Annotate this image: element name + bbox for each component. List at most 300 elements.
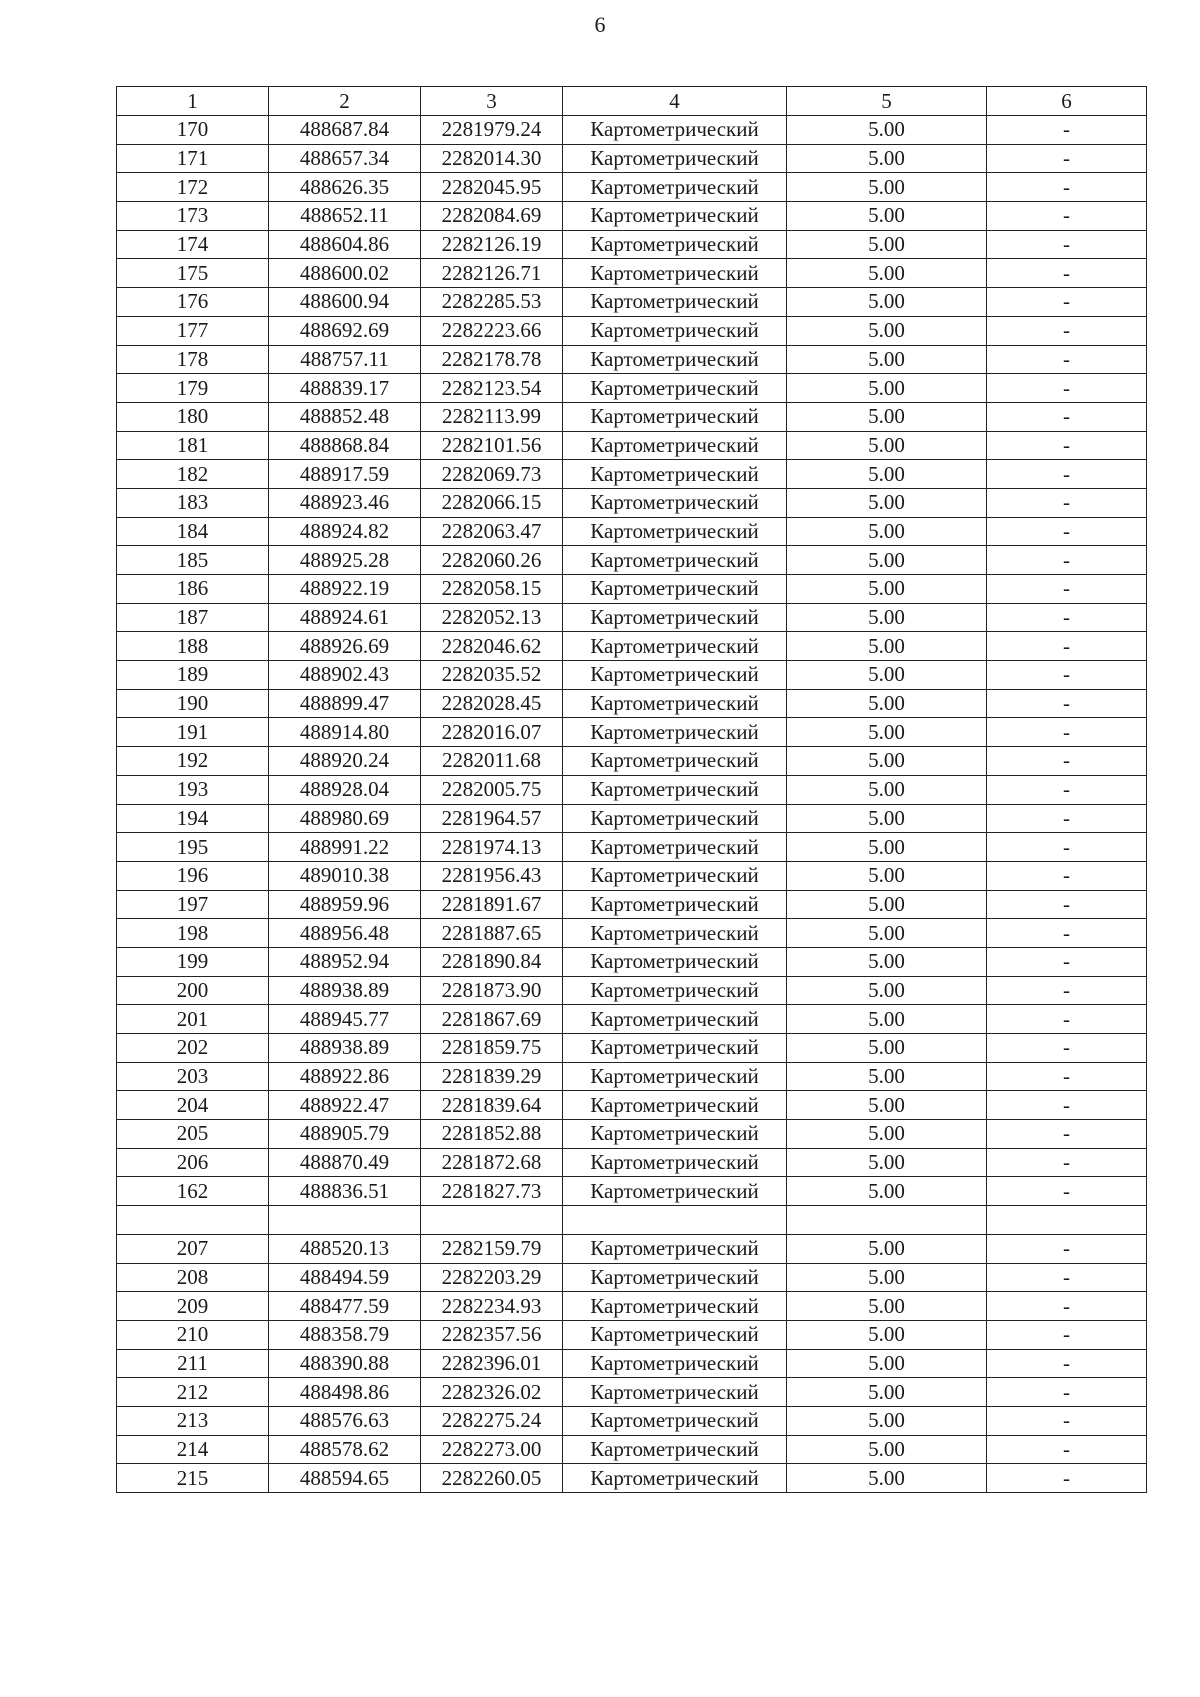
description-cell: - bbox=[987, 661, 1147, 690]
table-row bbox=[117, 689, 1147, 718]
description-cell: - bbox=[987, 919, 1147, 948]
method-cell: Картометрический bbox=[563, 575, 787, 604]
table-row bbox=[117, 718, 1147, 747]
x-coordinate-cell: 488652.11 bbox=[269, 202, 421, 231]
method-cell: Картометрический bbox=[563, 833, 787, 862]
method-cell: Картометрический bbox=[563, 1120, 787, 1149]
table-body bbox=[117, 116, 1147, 1493]
method-cell: Картометрический bbox=[563, 747, 787, 776]
accuracy-cell: 5.00 bbox=[787, 144, 987, 173]
table-row bbox=[117, 919, 1147, 948]
x-coordinate-cell: 488922.19 bbox=[269, 575, 421, 604]
x-coordinate-cell: 488498.86 bbox=[269, 1378, 421, 1407]
y-coordinate-cell: 2282069.73 bbox=[421, 460, 563, 489]
description-cell: - bbox=[987, 804, 1147, 833]
y-coordinate-cell: 2282126.19 bbox=[421, 230, 563, 259]
y-coordinate-cell: 2281891.67 bbox=[421, 890, 563, 919]
accuracy-cell: 5.00 bbox=[787, 288, 987, 317]
x-coordinate-cell: 488959.96 bbox=[269, 890, 421, 919]
point-number-cell: 183 bbox=[117, 488, 269, 517]
table-row bbox=[117, 947, 1147, 976]
accuracy-cell: 5.00 bbox=[787, 575, 987, 604]
table-row bbox=[117, 402, 1147, 431]
table-row bbox=[117, 517, 1147, 546]
description-cell: - bbox=[987, 259, 1147, 288]
table-row bbox=[117, 1263, 1147, 1292]
description-cell: - bbox=[987, 1034, 1147, 1063]
x-coordinate-cell: 488757.11 bbox=[269, 345, 421, 374]
point-number-cell: 184 bbox=[117, 517, 269, 546]
method-cell: Картометрический bbox=[563, 1091, 787, 1120]
accuracy-cell: 5.00 bbox=[787, 1320, 987, 1349]
method-cell: Картометрический bbox=[563, 976, 787, 1005]
x-coordinate-cell: 488657.34 bbox=[269, 144, 421, 173]
table-row bbox=[117, 1034, 1147, 1063]
point-number-cell: 212 bbox=[117, 1378, 269, 1407]
accuracy-cell: 5.00 bbox=[787, 976, 987, 1005]
method-cell: Картометрический bbox=[563, 919, 787, 948]
method-cell: Картометрический bbox=[563, 804, 787, 833]
table-header bbox=[117, 87, 1147, 116]
point-number-cell: 191 bbox=[117, 718, 269, 747]
table-row bbox=[117, 546, 1147, 575]
point-number-cell: 189 bbox=[117, 661, 269, 690]
point-number-cell: 185 bbox=[117, 546, 269, 575]
point-number-cell: 207 bbox=[117, 1234, 269, 1263]
y-coordinate-cell: 2282058.15 bbox=[421, 575, 563, 604]
method-cell: Картометрический bbox=[563, 718, 787, 747]
x-coordinate-cell: 488914.80 bbox=[269, 718, 421, 747]
y-coordinate-cell: 2281964.57 bbox=[421, 804, 563, 833]
method-cell: Картометрический bbox=[563, 288, 787, 317]
method-cell: Картометрический bbox=[563, 890, 787, 919]
y-coordinate-cell: 2282203.29 bbox=[421, 1263, 563, 1292]
description-cell: - bbox=[987, 632, 1147, 661]
x-coordinate-cell: 488922.86 bbox=[269, 1062, 421, 1091]
accuracy-cell bbox=[787, 1206, 987, 1235]
method-cell: Картометрический bbox=[563, 632, 787, 661]
column-header-5: 5 bbox=[787, 87, 987, 116]
point-number-cell: 211 bbox=[117, 1349, 269, 1378]
accuracy-cell: 5.00 bbox=[787, 890, 987, 919]
column-header-3: 3 bbox=[421, 87, 563, 116]
accuracy-cell: 5.00 bbox=[787, 1234, 987, 1263]
x-coordinate-cell: 489010.38 bbox=[269, 861, 421, 890]
description-cell: - bbox=[987, 173, 1147, 202]
y-coordinate-cell: 2282123.54 bbox=[421, 374, 563, 403]
accuracy-cell: 5.00 bbox=[787, 718, 987, 747]
description-cell bbox=[987, 1206, 1147, 1235]
description-cell: - bbox=[987, 374, 1147, 403]
method-cell: Картометрический bbox=[563, 259, 787, 288]
point-number-cell: 178 bbox=[117, 345, 269, 374]
description-cell: - bbox=[987, 230, 1147, 259]
table-row bbox=[117, 1005, 1147, 1034]
y-coordinate-cell: 2282045.95 bbox=[421, 173, 563, 202]
table-row bbox=[117, 1349, 1147, 1378]
accuracy-cell: 5.00 bbox=[787, 747, 987, 776]
method-cell: Картометрический bbox=[563, 1177, 787, 1206]
method-cell: Картометрический bbox=[563, 1263, 787, 1292]
description-cell: - bbox=[987, 1005, 1147, 1034]
table-row bbox=[117, 804, 1147, 833]
description-cell: - bbox=[987, 1148, 1147, 1177]
point-number-cell: 196 bbox=[117, 861, 269, 890]
y-coordinate-cell: 2282326.02 bbox=[421, 1378, 563, 1407]
description-cell: - bbox=[987, 1234, 1147, 1263]
point-number-cell: 176 bbox=[117, 288, 269, 317]
y-coordinate-cell: 2281872.68 bbox=[421, 1148, 563, 1177]
y-coordinate-cell: 2282101.56 bbox=[421, 431, 563, 460]
accuracy-cell: 5.00 bbox=[787, 1292, 987, 1321]
description-cell: - bbox=[987, 116, 1147, 145]
table-row bbox=[117, 460, 1147, 489]
y-coordinate-cell: 2281873.90 bbox=[421, 976, 563, 1005]
table-row bbox=[117, 747, 1147, 776]
point-number-cell: 177 bbox=[117, 316, 269, 345]
description-cell: - bbox=[987, 144, 1147, 173]
x-coordinate-cell: 488945.77 bbox=[269, 1005, 421, 1034]
method-cell: Картометрический bbox=[563, 460, 787, 489]
accuracy-cell: 5.00 bbox=[787, 603, 987, 632]
point-number-cell: 194 bbox=[117, 804, 269, 833]
x-coordinate-cell: 488926.69 bbox=[269, 632, 421, 661]
method-cell: Картометрический bbox=[563, 1349, 787, 1378]
accuracy-cell: 5.00 bbox=[787, 1378, 987, 1407]
method-cell: Картометрический bbox=[563, 144, 787, 173]
point-number-cell: 215 bbox=[117, 1464, 269, 1493]
x-coordinate-cell: 488594.65 bbox=[269, 1464, 421, 1493]
method-cell: Картометрический bbox=[563, 1062, 787, 1091]
table-row bbox=[117, 1234, 1147, 1263]
coordinates-table bbox=[116, 86, 1147, 1493]
accuracy-cell: 5.00 bbox=[787, 804, 987, 833]
table-row bbox=[117, 202, 1147, 231]
description-cell: - bbox=[987, 1292, 1147, 1321]
point-number-cell: 203 bbox=[117, 1062, 269, 1091]
x-coordinate-cell: 488390.88 bbox=[269, 1349, 421, 1378]
description-cell: - bbox=[987, 1406, 1147, 1435]
table-row bbox=[117, 1206, 1147, 1235]
x-coordinate-cell: 488358.79 bbox=[269, 1320, 421, 1349]
accuracy-cell: 5.00 bbox=[787, 1464, 987, 1493]
x-coordinate-cell: 488899.47 bbox=[269, 689, 421, 718]
point-number-cell: 213 bbox=[117, 1406, 269, 1435]
x-coordinate-cell: 488938.89 bbox=[269, 1034, 421, 1063]
y-coordinate-cell: 2281867.69 bbox=[421, 1005, 563, 1034]
description-cell: - bbox=[987, 976, 1147, 1005]
y-coordinate-cell: 2282063.47 bbox=[421, 517, 563, 546]
accuracy-cell: 5.00 bbox=[787, 632, 987, 661]
x-coordinate-cell: 488980.69 bbox=[269, 804, 421, 833]
accuracy-cell: 5.00 bbox=[787, 1435, 987, 1464]
table-row bbox=[117, 1120, 1147, 1149]
accuracy-cell: 5.00 bbox=[787, 202, 987, 231]
method-cell: Картометрический bbox=[563, 1292, 787, 1321]
x-coordinate-cell: 488839.17 bbox=[269, 374, 421, 403]
point-number-cell: 209 bbox=[117, 1292, 269, 1321]
accuracy-cell: 5.00 bbox=[787, 402, 987, 431]
point-number-cell: 190 bbox=[117, 689, 269, 718]
accuracy-cell: 5.00 bbox=[787, 1263, 987, 1292]
accuracy-cell: 5.00 bbox=[787, 689, 987, 718]
y-coordinate-cell: 2281890.84 bbox=[421, 947, 563, 976]
method-cell: Картометрический bbox=[563, 1234, 787, 1263]
column-header-2: 2 bbox=[269, 87, 421, 116]
description-cell: - bbox=[987, 718, 1147, 747]
point-number-cell: 182 bbox=[117, 460, 269, 489]
accuracy-cell: 5.00 bbox=[787, 173, 987, 202]
accuracy-cell: 5.00 bbox=[787, 259, 987, 288]
column-header-4: 4 bbox=[563, 87, 787, 116]
description-cell: - bbox=[987, 202, 1147, 231]
table-row bbox=[117, 890, 1147, 919]
method-cell: Картометрический bbox=[563, 517, 787, 546]
x-coordinate-cell: 488687.84 bbox=[269, 116, 421, 145]
point-number-cell: 172 bbox=[117, 173, 269, 202]
point-number-cell: 197 bbox=[117, 890, 269, 919]
method-cell: Картометрический bbox=[563, 230, 787, 259]
table-row bbox=[117, 1435, 1147, 1464]
y-coordinate-cell: 2281852.88 bbox=[421, 1120, 563, 1149]
method-cell: Картометрический bbox=[563, 861, 787, 890]
method-cell: Картометрический bbox=[563, 116, 787, 145]
table-row bbox=[117, 603, 1147, 632]
table-row bbox=[117, 1062, 1147, 1091]
point-number-cell: 200 bbox=[117, 976, 269, 1005]
point-number-cell: 162 bbox=[117, 1177, 269, 1206]
table-row bbox=[117, 1148, 1147, 1177]
table-row bbox=[117, 345, 1147, 374]
method-cell: Картометрический bbox=[563, 947, 787, 976]
accuracy-cell: 5.00 bbox=[787, 1349, 987, 1378]
x-coordinate-cell: 488923.46 bbox=[269, 488, 421, 517]
y-coordinate-cell: 2282223.66 bbox=[421, 316, 563, 345]
y-coordinate-cell: 2282016.07 bbox=[421, 718, 563, 747]
accuracy-cell: 5.00 bbox=[787, 1091, 987, 1120]
point-number-cell: 188 bbox=[117, 632, 269, 661]
method-cell: Картометрический bbox=[563, 1435, 787, 1464]
point-number-cell: 181 bbox=[117, 431, 269, 460]
x-coordinate-cell: 488604.86 bbox=[269, 230, 421, 259]
method-cell: Картометрический bbox=[563, 202, 787, 231]
accuracy-cell: 5.00 bbox=[787, 861, 987, 890]
description-cell: - bbox=[987, 747, 1147, 776]
y-coordinate-cell: 2282260.05 bbox=[421, 1464, 563, 1493]
point-number-cell: 214 bbox=[117, 1435, 269, 1464]
accuracy-cell: 5.00 bbox=[787, 546, 987, 575]
description-cell: - bbox=[987, 1378, 1147, 1407]
point-number-cell: 195 bbox=[117, 833, 269, 862]
method-cell: Картометрический bbox=[563, 488, 787, 517]
accuracy-cell: 5.00 bbox=[787, 488, 987, 517]
column-header-1: 1 bbox=[117, 87, 269, 116]
method-cell: Картометрический bbox=[563, 546, 787, 575]
y-coordinate-cell: 2282357.56 bbox=[421, 1320, 563, 1349]
x-coordinate-cell: 488924.61 bbox=[269, 603, 421, 632]
accuracy-cell: 5.00 bbox=[787, 116, 987, 145]
x-coordinate-cell: 488836.51 bbox=[269, 1177, 421, 1206]
x-coordinate-cell: 488477.59 bbox=[269, 1292, 421, 1321]
y-coordinate-cell: 2282035.52 bbox=[421, 661, 563, 690]
accuracy-cell: 5.00 bbox=[787, 374, 987, 403]
description-cell: - bbox=[987, 431, 1147, 460]
y-coordinate-cell: 2281839.64 bbox=[421, 1091, 563, 1120]
y-coordinate-cell: 2282011.68 bbox=[421, 747, 563, 776]
x-coordinate-cell: 488600.02 bbox=[269, 259, 421, 288]
method-cell: Картометрический bbox=[563, 689, 787, 718]
description-cell: - bbox=[987, 1091, 1147, 1120]
description-cell: - bbox=[987, 1263, 1147, 1292]
description-cell: - bbox=[987, 575, 1147, 604]
y-coordinate-cell: 2282234.93 bbox=[421, 1292, 563, 1321]
point-number-cell: 179 bbox=[117, 374, 269, 403]
x-coordinate-cell: 488922.47 bbox=[269, 1091, 421, 1120]
table-row bbox=[117, 632, 1147, 661]
method-cell: Картометрический bbox=[563, 431, 787, 460]
description-cell: - bbox=[987, 1120, 1147, 1149]
x-coordinate-cell: 488576.63 bbox=[269, 1406, 421, 1435]
table-row bbox=[117, 1406, 1147, 1435]
x-coordinate-cell: 488925.28 bbox=[269, 546, 421, 575]
point-number-cell: 170 bbox=[117, 116, 269, 145]
y-coordinate-cell: 2282396.01 bbox=[421, 1349, 563, 1378]
method-cell: Картометрический bbox=[563, 661, 787, 690]
y-coordinate-cell: 2281974.13 bbox=[421, 833, 563, 862]
x-coordinate-cell: 488938.89 bbox=[269, 976, 421, 1005]
point-number-cell: 187 bbox=[117, 603, 269, 632]
y-coordinate-cell: 2281979.24 bbox=[421, 116, 563, 145]
table-row bbox=[117, 861, 1147, 890]
header-row bbox=[117, 87, 1147, 116]
description-cell: - bbox=[987, 345, 1147, 374]
accuracy-cell: 5.00 bbox=[787, 1406, 987, 1435]
method-cell: Картометрический bbox=[563, 173, 787, 202]
y-coordinate-cell: 2282126.71 bbox=[421, 259, 563, 288]
point-number-cell: 208 bbox=[117, 1263, 269, 1292]
y-coordinate-cell: 2282275.24 bbox=[421, 1406, 563, 1435]
y-coordinate-cell: 2281839.29 bbox=[421, 1062, 563, 1091]
table-row bbox=[117, 1091, 1147, 1120]
x-coordinate-cell: 488868.84 bbox=[269, 431, 421, 460]
point-number-cell: 193 bbox=[117, 775, 269, 804]
table-row bbox=[117, 116, 1147, 145]
accuracy-cell: 5.00 bbox=[787, 1062, 987, 1091]
accuracy-cell: 5.00 bbox=[787, 316, 987, 345]
point-number-cell: 206 bbox=[117, 1148, 269, 1177]
method-cell: Картометрический bbox=[563, 603, 787, 632]
x-coordinate-cell: 488852.48 bbox=[269, 402, 421, 431]
x-coordinate-cell: 488870.49 bbox=[269, 1148, 421, 1177]
description-cell: - bbox=[987, 1464, 1147, 1493]
y-coordinate-cell: 2281859.75 bbox=[421, 1034, 563, 1063]
accuracy-cell: 5.00 bbox=[787, 661, 987, 690]
table-row bbox=[117, 775, 1147, 804]
description-cell: - bbox=[987, 546, 1147, 575]
table-row bbox=[117, 288, 1147, 317]
description-cell: - bbox=[987, 861, 1147, 890]
x-coordinate-cell: 488924.82 bbox=[269, 517, 421, 546]
table-row bbox=[117, 431, 1147, 460]
x-coordinate-cell: 488520.13 bbox=[269, 1234, 421, 1263]
method-cell: Картометрический bbox=[563, 1005, 787, 1034]
table-row bbox=[117, 259, 1147, 288]
table-row bbox=[117, 661, 1147, 690]
description-cell: - bbox=[987, 947, 1147, 976]
point-number-cell: 201 bbox=[117, 1005, 269, 1034]
point-number-cell: 204 bbox=[117, 1091, 269, 1120]
description-cell: - bbox=[987, 775, 1147, 804]
accuracy-cell: 5.00 bbox=[787, 1148, 987, 1177]
table-row bbox=[117, 230, 1147, 259]
y-coordinate-cell: 2281827.73 bbox=[421, 1177, 563, 1206]
description-cell: - bbox=[987, 316, 1147, 345]
description-cell: - bbox=[987, 1062, 1147, 1091]
x-coordinate-cell: 488626.35 bbox=[269, 173, 421, 202]
point-number-cell bbox=[117, 1206, 269, 1235]
y-coordinate-cell: 2282052.13 bbox=[421, 603, 563, 632]
x-coordinate-cell bbox=[269, 1206, 421, 1235]
point-number-cell: 210 bbox=[117, 1320, 269, 1349]
y-coordinate-cell: 2281887.65 bbox=[421, 919, 563, 948]
method-cell: Картометрический bbox=[563, 1464, 787, 1493]
accuracy-cell: 5.00 bbox=[787, 460, 987, 489]
table-row bbox=[117, 976, 1147, 1005]
method-cell: Картометрический bbox=[563, 374, 787, 403]
accuracy-cell: 5.00 bbox=[787, 517, 987, 546]
accuracy-cell: 5.00 bbox=[787, 1005, 987, 1034]
x-coordinate-cell: 488902.43 bbox=[269, 661, 421, 690]
x-coordinate-cell: 488928.04 bbox=[269, 775, 421, 804]
table-row bbox=[117, 1464, 1147, 1493]
accuracy-cell: 5.00 bbox=[787, 947, 987, 976]
y-coordinate-cell: 2282046.62 bbox=[421, 632, 563, 661]
point-number-cell: 205 bbox=[117, 1120, 269, 1149]
point-number-cell: 186 bbox=[117, 575, 269, 604]
method-cell: Картометрический bbox=[563, 402, 787, 431]
y-coordinate-cell: 2282285.53 bbox=[421, 288, 563, 317]
point-number-cell: 174 bbox=[117, 230, 269, 259]
point-number-cell: 180 bbox=[117, 402, 269, 431]
y-coordinate-cell: 2281956.43 bbox=[421, 861, 563, 890]
point-number-cell: 198 bbox=[117, 919, 269, 948]
description-cell: - bbox=[987, 1177, 1147, 1206]
y-coordinate-cell: 2282084.69 bbox=[421, 202, 563, 231]
table-row bbox=[117, 575, 1147, 604]
table-row bbox=[117, 1292, 1147, 1321]
point-number-cell: 202 bbox=[117, 1034, 269, 1063]
accuracy-cell: 5.00 bbox=[787, 919, 987, 948]
description-cell: - bbox=[987, 833, 1147, 862]
method-cell: Картометрический bbox=[563, 345, 787, 374]
y-coordinate-cell bbox=[421, 1206, 563, 1235]
y-coordinate-cell: 2282159.79 bbox=[421, 1234, 563, 1263]
method-cell: Картометрический bbox=[563, 1148, 787, 1177]
y-coordinate-cell: 2282113.99 bbox=[421, 402, 563, 431]
table-row bbox=[117, 173, 1147, 202]
description-cell: - bbox=[987, 1349, 1147, 1378]
method-cell: Картометрический bbox=[563, 1406, 787, 1435]
description-cell: - bbox=[987, 689, 1147, 718]
description-cell: - bbox=[987, 402, 1147, 431]
accuracy-cell: 5.00 bbox=[787, 1034, 987, 1063]
y-coordinate-cell: 2282005.75 bbox=[421, 775, 563, 804]
method-cell: Картометрический bbox=[563, 775, 787, 804]
point-number-cell: 192 bbox=[117, 747, 269, 776]
table-row bbox=[117, 488, 1147, 517]
point-number-cell: 173 bbox=[117, 202, 269, 231]
x-coordinate-cell: 488494.59 bbox=[269, 1263, 421, 1292]
